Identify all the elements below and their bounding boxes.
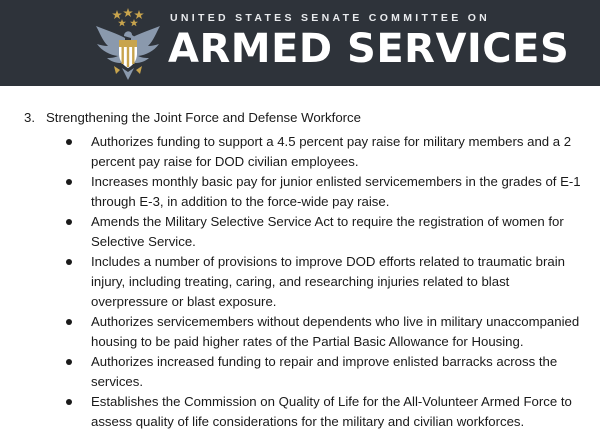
- list-item: Authorizes funding to support a 4.5 percent pay raise for military members and a 2 percent pay raise for DOD civilian employees.: [0, 132, 600, 172]
- list-item: Authorizes increased funding to repair and improve enlisted barracks across the services.: [0, 352, 600, 392]
- document-body: [0, 86, 600, 429]
- list-item: Includes a number of provisions to improve DOD efforts related to traumatic brain injury, including treating, caring, and researching injuries related to blast overpressure or blast exposure.: [0, 252, 600, 312]
- bullet-icon: [66, 179, 72, 185]
- committee-subtitle: UNITED STATES SENATE COMMITTEE ON: [170, 12, 491, 24]
- bullet-icon: [66, 259, 72, 265]
- header-banner: [0, 0, 600, 86]
- bullet-icon: [66, 399, 72, 405]
- committee-title: ARMED SERVICES: [168, 26, 570, 72]
- list-item: Increases monthly basic pay for junior enlisted servicemembers in the grades of E-1 through E-3, in addition to the force-wide pay raise.: [0, 172, 600, 212]
- list-item: Establishes the Commission on Quality of Life for the All-Volunteer Armed Force to assess quality of life considerations for the military and civilian workforces.: [0, 392, 600, 432]
- bullet-icon: [66, 219, 72, 225]
- bullet-icon: [66, 319, 72, 325]
- bullet-icon: [66, 139, 72, 145]
- shield-icon: [119, 40, 137, 68]
- bullet-icon: [66, 359, 72, 365]
- stars-icon: [112, 8, 144, 26]
- section-heading: [24, 108, 361, 128]
- section-number: 3.: [24, 110, 35, 125]
- list-item: Amends the Military Selective Service Act to require the registration of women for Selective Service.: [0, 212, 600, 252]
- eagle-seal-logo: [92, 8, 164, 82]
- list-item: Authorizes servicemembers without dependents who live in military unaccompanied housing to be paid higher rates of the Partial Basic Allowance for Housing.: [0, 312, 600, 352]
- section-title: Strengthening the Joint Force and Defense Workforce: [46, 110, 361, 125]
- bullet-list: [0, 132, 600, 432]
